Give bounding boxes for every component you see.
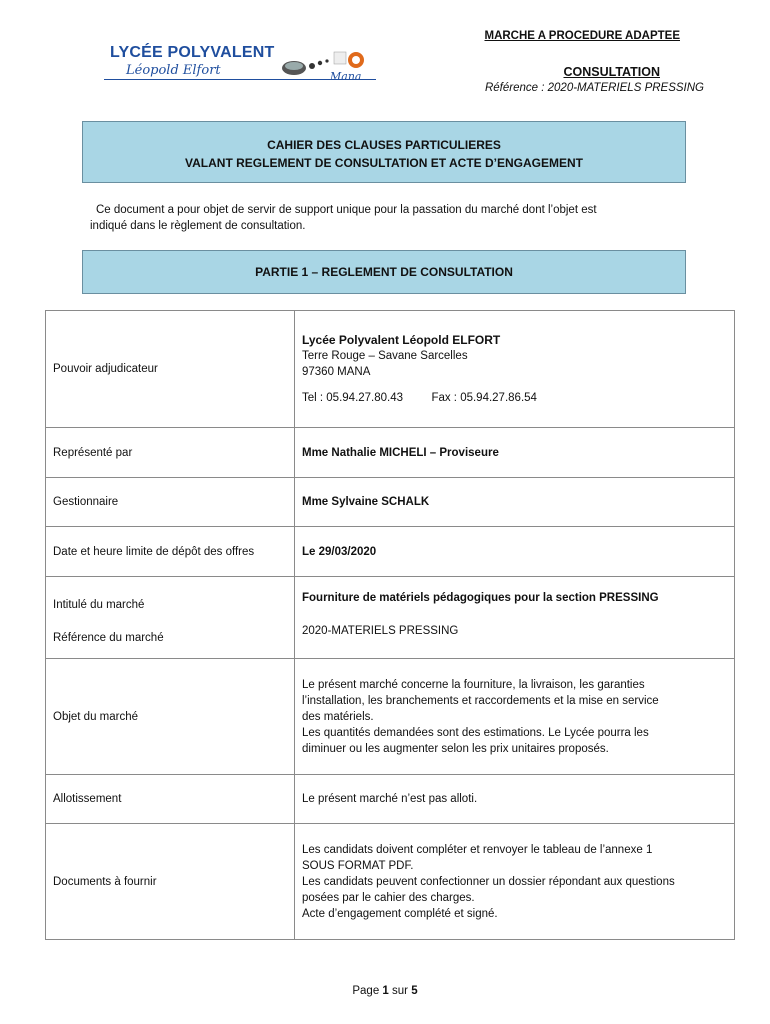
logo-title: LYCÉE POLYVALENT [110, 44, 275, 61]
pouvoir-name: Lycée Polyvalent Léopold ELFORT [302, 333, 501, 347]
pouvoir-address2: 97360 MANA [302, 366, 371, 378]
reference-line: Référence : 2020-MATERIELS PRESSING [484, 82, 704, 94]
documents-line: posées par le cahier des charges. [302, 891, 475, 904]
intitule-value: Fourniture de matériels pédagogiques pour la section PRESSING [302, 592, 659, 604]
pouvoir-fax: Fax : 05.94.27.86.54 [431, 392, 537, 404]
objet-label: Objet du marché [46, 659, 295, 775]
part1-title: PARTIE 1 – REGLEMENT DE CONSULTATION [255, 265, 513, 279]
objet-line: des matériels. [302, 710, 374, 723]
allotissement-label: Allotissement [46, 775, 295, 824]
table-row [46, 478, 735, 527]
gestionnaire-label: Gestionnaire [46, 478, 295, 527]
pouvoir-tel: Tel : 05.94.27.80.43 [302, 392, 404, 404]
documents-line: Acte d’engagement complété et signé. [302, 907, 498, 920]
represente-value: Mme Nathalie MICHELI – Proviseure [295, 428, 735, 478]
intro-paragraph [92, 202, 692, 234]
consultation-table [45, 310, 735, 940]
gestionnaire-value: Mme Sylvaine SCHALK [295, 478, 735, 527]
documents-line: Les candidats peuvent confectionner un dossier répondant aux questions [302, 875, 675, 888]
pouvoir-label: Pouvoir adjudicateur [46, 311, 295, 428]
logo-script: Léopold Elfort [126, 63, 221, 78]
banner-line-1: CAHIER DES CLAUSES PARTICULIERES [267, 138, 501, 152]
table-row [46, 577, 735, 659]
footer-page-number: 1 [382, 985, 389, 997]
footer-page-total: 5 [411, 985, 418, 997]
intro-line-2: indiqué dans le règlement de consultation. [90, 220, 306, 232]
footer-sur: sur [392, 985, 409, 997]
documents-line: Les candidats doivent compléter et renvoyer le tableau de l’annexe 1 [302, 843, 653, 856]
banner-line-2: VALANT REGLEMENT DE CONSULTATION ET ACTE D’ENGAGEMENT [185, 156, 583, 170]
intitule-label: Intitulé du marché [53, 599, 145, 611]
represente-label: Représenté par [46, 428, 295, 478]
documents-line: SOUS FORMAT PDF. [302, 859, 414, 872]
consultation-title: CONSULTATION [563, 65, 660, 79]
intitule-label-cell [46, 577, 295, 659]
date-limite-value: Le 29/03/2020 [295, 527, 735, 577]
documents-value [295, 824, 735, 940]
cahier-banner [82, 121, 686, 183]
reference-value: 2020-MATERIELS PRESSING [302, 625, 459, 637]
logo-town: Mana [330, 70, 362, 83]
procedure-title: MARCHE A PROCEDURE ADAPTEE [484, 30, 680, 42]
pouvoir-contact [302, 390, 727, 406]
pouvoir-address1: Terre Rouge – Savane Sarcelles [302, 350, 468, 362]
objet-line: l’installation, les branchements et raccordements et la mise en service [302, 694, 659, 707]
table-row [46, 659, 735, 775]
pouvoir-value [295, 311, 735, 428]
footer-page-word: Page [352, 985, 380, 997]
objet-line: Les quantités demandées sont des estimations. Le Lycée pourra les [302, 726, 649, 739]
objet-line: diminuer ou les augmenter selon les prix unitaires proposés. [302, 742, 609, 755]
date-limite-label: Date et heure limite de dépôt des offres [46, 527, 295, 577]
table-row [46, 775, 735, 824]
page-footer [0, 985, 770, 997]
lycee-logo [104, 44, 384, 92]
reference-label: Référence du marché [53, 632, 164, 644]
part1-banner [82, 250, 686, 294]
table-row [46, 311, 735, 428]
allotissement-value: Le présent marché n’est pas alloti. [295, 775, 735, 824]
logo-underline [104, 79, 376, 80]
documents-label: Documents à fournir [46, 824, 295, 940]
table-row [46, 824, 735, 940]
intro-line-1: Ce document a pour objet de servir de support unique pour la passation du marché dont l’objet est [96, 204, 597, 216]
intitule-value-cell [295, 577, 735, 659]
table-row [46, 428, 735, 478]
objet-value [295, 659, 735, 775]
objet-line: Le présent marché concerne la fourniture, la livraison, les garanties [302, 678, 645, 691]
table-row [46, 527, 735, 577]
